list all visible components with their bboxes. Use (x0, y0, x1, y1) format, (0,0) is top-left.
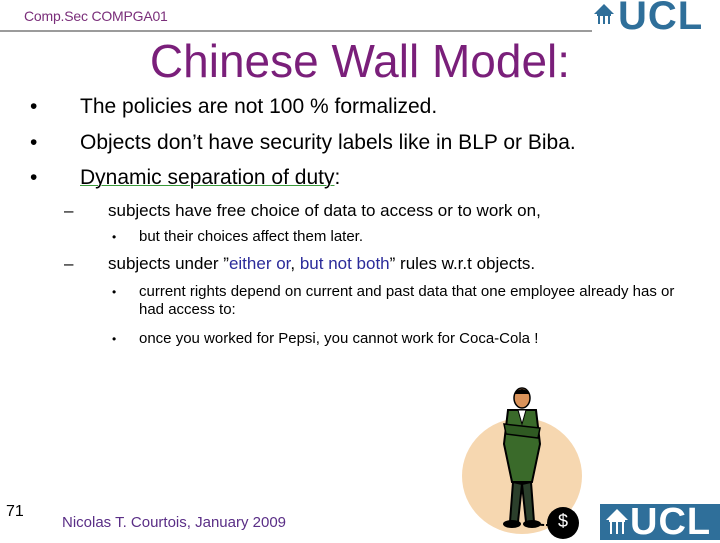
money-bag-coin (546, 506, 580, 540)
sub-sub-bullet-1-text: but their choices affect them later. (139, 228, 364, 245)
sub-sub-bullet-2-text: current rights depend on current and past data that one employee already has or had access to: (139, 283, 675, 318)
bullet-dot: • (30, 131, 38, 154)
ucl-logo-top (592, 0, 720, 38)
sub-sub-bullet-dot: • (112, 285, 117, 299)
sub-sub-bullet-dot: • (112, 230, 117, 244)
but-not-both-phrase: but not both (299, 254, 390, 273)
bullet-dot: • (30, 166, 38, 189)
coin-symbol: $ (557, 511, 568, 531)
sub-bullet-2-text (108, 254, 535, 274)
ucl-logo-text: UCL (630, 501, 712, 543)
header-divider (0, 30, 600, 32)
sub-sub-bullet-dot: • (112, 332, 117, 346)
sub-bullet-dash: – (64, 254, 74, 273)
slide-title: Chinese Wall Model: (149, 35, 571, 87)
course-label: Comp.Sec COMPGA01 (24, 8, 168, 24)
bullet-2-text: Objects don’t have security labels like in BLP or Biba. (80, 131, 576, 154)
s2-comma: , (290, 254, 300, 273)
s2-suffix: ” rules w.r.t objects. (389, 254, 536, 273)
bullet-1-text: The policies are not 100 % formalized. (80, 95, 438, 118)
sub-bullet-dash: – (64, 201, 74, 220)
bullet-3-suffix: : (334, 166, 341, 189)
bullet-dot: • (30, 95, 38, 118)
footer-author-date: Nicolas T. Courtois, January 2009 (62, 514, 287, 531)
s2-prefix: subjects under ” (108, 254, 229, 273)
bullet-3-text (80, 166, 340, 190)
sub-bullet-1-text: subjects have free choice of data to access or to work on, (108, 201, 541, 220)
ucl-logo-bottom (600, 501, 720, 543)
either-or-phrase: either or (228, 254, 291, 273)
slide-number: 71 (6, 503, 24, 520)
dynamic-separation-link-text: Dynamic separation of duty (80, 166, 335, 189)
ucl-logo-text: UCL (618, 0, 704, 38)
sub-sub-bullet-3-text: once you worked for Pepsi, you cannot work for Coca-Cola ! (139, 330, 539, 347)
